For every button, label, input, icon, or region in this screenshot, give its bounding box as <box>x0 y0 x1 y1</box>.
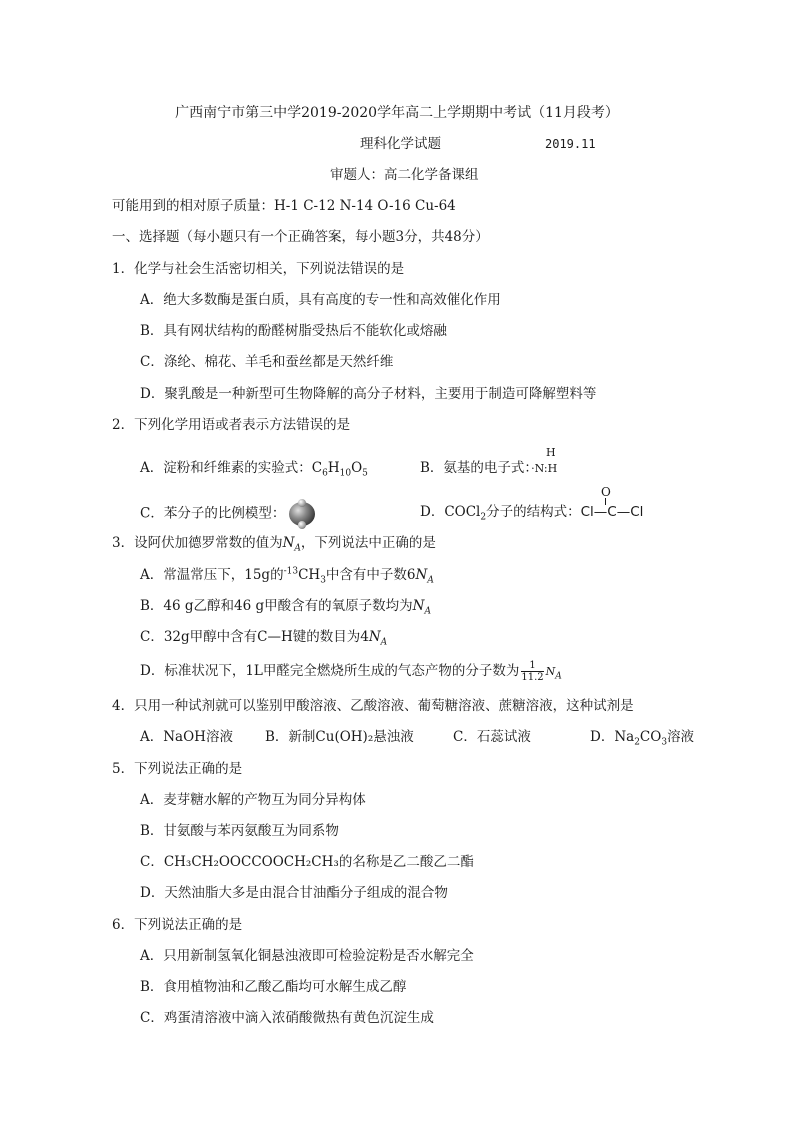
q3-option-b: B．46 g乙醇和46 g甲酸含有的氧原子数均为$N_A$ <box>140 598 431 617</box>
q5-option-c: C．CH₃CH₂OOCCOOCH₂CH₃的名称是乙二酸乙二酯 <box>140 854 474 870</box>
exam-date: 2019.11 <box>545 137 596 151</box>
q1-option-a: A．绝大多数酶是蛋白质，具有高度的专一性和高效催化作用 <box>140 292 501 308</box>
q4-option-d: D．$Na_2CO_3$溶液 <box>590 729 695 748</box>
q4-option-a: A．NaOH溶液 <box>140 729 233 745</box>
amino-h-atom: H <box>546 446 556 459</box>
q4-stem: 4．只用一种试剂就可以鉴别甲酸溶液、乙酸溶液、葡萄糖溶液、蔗糖溶液，这种试剂是 <box>112 698 634 714</box>
q5-stem: 5．下列说法正确的是 <box>112 761 243 777</box>
fraction: $\frac{1}{11.2}$ <box>521 660 544 683</box>
q4-option-c: C．石蕊试液 <box>453 729 531 745</box>
q2-option-d: D．COCl$_2$分子的结构式：Cl—C—Cl <box>420 504 644 523</box>
q1-option-c: C．涤纶、棉花、羊毛和蚕丝都是天然纤维 <box>140 354 394 370</box>
q6-stem: 6．下列说法正确的是 <box>112 917 243 933</box>
exam-subtitle: 理科化学试题 <box>360 136 441 152</box>
benzene-model-icon <box>289 502 315 526</box>
amino-electron-formula: ·N:H <box>531 462 558 475</box>
q3-stem: 3．设阿伏加德罗常数的值为$N_A$，下列说法中正确的是 <box>112 535 436 554</box>
cocl2-structure: Cl—C—Cl <box>580 504 644 520</box>
q6-option-b: B．食用植物油和乙酸乙酯均可水解生成乙醇 <box>140 979 407 995</box>
q2-option-c <box>140 502 315 526</box>
q2-option-a-text: A．淀粉和纤维素的实验式： <box>140 460 312 476</box>
q2-option-b-text: B．氨基的电子式： <box>420 460 532 476</box>
q3-option-d: D．标准状况下，1L甲醛完全燃烧所生成的气态产物的分子数为 $\frac{1}{11.2}$ $N_A$ <box>140 660 562 683</box>
cocl2-oxygen: O <box>601 485 611 499</box>
q3-option-a: A．常温常压下，15g的$^{-13}CH_3$中含有中子数$6N_A$ <box>140 566 434 586</box>
q2-option-a: A．淀粉和纤维素的实验式：$C_6H_{10}O_5$ <box>140 460 368 479</box>
q5-option-b: B．甘氨酸与苯丙氨酸互为同系物 <box>140 823 339 839</box>
q6-option-a: A．只用新制氢氧化铜悬浊液即可检验淀粉是否水解完全 <box>140 948 474 964</box>
atomic-masses: 可能用到的相对原子质量：H-1 C-12 N-14 O-16 Cu-64 <box>112 198 456 214</box>
q6-option-c: C．鸡蛋清溶液中滴入浓硝酸微热有黄色沉淀生成 <box>140 1010 434 1026</box>
q3-option-c: C．32g甲醇中含有C—H键的数目为$4N_A$ <box>140 629 388 648</box>
exam-reviewer: 审题人：高二化学备课组 <box>330 167 479 183</box>
q1-option-b: B．具有网状结构的酚醛树脂受热后不能软化或熔融 <box>140 323 447 339</box>
q2-option-c-text: C．苯分子的比例模型： <box>140 505 286 522</box>
exam-title: 广西南宁市第三中学2019-2020学年高二上学期期中考试（11月段考） <box>175 105 619 121</box>
q1-option-d: D．聚乳酸是一种新型可生物降解的高分子材料，主要用于制造可降解塑料等 <box>140 386 597 402</box>
q2-option-b <box>420 458 557 479</box>
q5-option-a: A．麦芽糖水解的产物互为同分异构体 <box>140 792 366 808</box>
q4-option-b: B．新制Cu(OH)₂悬浊液 <box>265 729 414 745</box>
q1-stem: 1．化学与社会生活密切相关，下列说法错误的是 <box>112 261 405 277</box>
q5-option-d: D．天然油脂大多是由混合甘油酯分子组成的混合物 <box>140 885 448 901</box>
q2-stem: 2．下列化学用语或者表示方法错误的是 <box>112 417 351 433</box>
section-heading: 一、选择题（每小题只有一个正确答案，每小题3分，共48分） <box>112 229 489 245</box>
